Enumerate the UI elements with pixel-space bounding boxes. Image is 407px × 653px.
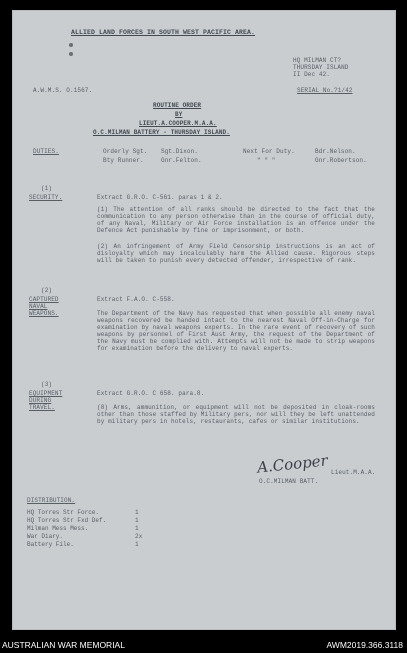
distribution-item xyxy=(27,517,106,524)
distribution-recipient: Milman Mess Mess. xyxy=(27,525,89,532)
duty-role: Orderly Sgt. xyxy=(103,148,148,155)
distribution-item xyxy=(27,533,63,540)
section-heading: CAPTURED xyxy=(29,296,59,303)
signature-office: O.C.MILMAN BATT. xyxy=(259,478,319,485)
section-heading: TRAVEL. xyxy=(29,404,55,411)
distribution-item xyxy=(27,509,99,516)
document-page xyxy=(12,10,396,630)
order-title: ROUTINE ORDER xyxy=(153,102,202,109)
distribution-recipient: HQ Torres Str Force. xyxy=(27,509,100,516)
distribution-recipient: War Diary. xyxy=(27,533,64,540)
section-heading: EQUIPMENT xyxy=(29,390,63,397)
order-by: BY xyxy=(175,111,183,118)
reference-number: A.W.M.S. O.1567. xyxy=(33,87,93,94)
distribution-count: 1 xyxy=(135,517,139,524)
punch-hole-mark xyxy=(69,52,73,56)
distribution-recipient: Battery File. xyxy=(27,541,74,548)
section-extract: Extract G.R.O. C-561. paras 1 & 2. xyxy=(97,194,223,201)
duty-person: Sgt.Dixon. xyxy=(161,148,199,155)
distribution-count: 1 xyxy=(135,525,139,532)
hq-location: THURSDAY ISLAND xyxy=(293,64,349,71)
archive-label: AUSTRALIAN WAR MEMORIAL xyxy=(2,640,125,650)
distribution-recipient: HQ Torres Str Fxd Def. xyxy=(27,517,107,524)
duties-label: DUTIES. xyxy=(33,148,59,155)
hq-location: HQ MILMAN CT? xyxy=(293,57,342,64)
hq-date: II Dec 42. xyxy=(293,71,331,78)
serial-number: SERIAL No.?1/42 xyxy=(297,87,353,94)
distribution-heading: DISTRIBUTION. xyxy=(27,497,76,504)
distribution-item xyxy=(27,541,74,548)
section-heading: NAVAL xyxy=(29,303,48,310)
section-number: (1) xyxy=(41,185,53,192)
punch-hole-mark xyxy=(69,43,73,47)
next-duty-person: Gnr.Robertson. xyxy=(315,157,367,164)
section-number: (3) xyxy=(41,381,53,388)
section-paragraph: (8) Arms, ammunition, or equipment will not be deposited in cloak-rooms other than those staffed by Military pers, nor will they be left unattended by military pers in hotels, restaurants, cafes or similar institutions. xyxy=(97,404,375,425)
duty-person: Gnr.Felton. xyxy=(161,157,202,164)
duty-role: Bty Runner. xyxy=(103,157,144,164)
distribution-count: 1 xyxy=(135,509,139,516)
signature-rank: Lieut.M.A.A. xyxy=(331,469,376,476)
force-heading: ALLIED LAND FORCES IN SOUTH WEST PACIFIC AREA. xyxy=(71,29,256,36)
next-duty-person: Bdr.Nelson. xyxy=(315,148,356,155)
section-extract: Extract F.A.O. C-558. xyxy=(97,296,175,303)
section-heading: WEAPONS. xyxy=(29,310,59,317)
signature: A.Cooper xyxy=(256,451,329,477)
distribution-item xyxy=(27,525,88,532)
ditto-marks: " " " xyxy=(257,157,276,164)
section-number: (2) xyxy=(41,287,53,294)
section-paragraph: (2) An infringement of Army Field Censorship instructions is an act of disloyalty which may incalculably harm the Allied cause. Rigorous steps will be taken to punish every detected offender, irrespective of rank. xyxy=(97,243,375,264)
section-paragraph: The Department of the Navy has requested that when possible all enemy naval weapons recovered be handed intact to the nearest Naval Off-in-Charge for examination by naval weapons experts. In the rare event of recovery of such weapons by personnel of First Aust Army, the request of the Department of the Navy must be complied with. Attempts will not be made to strip weapons for examination before the delivery to naval experts. xyxy=(97,310,375,352)
section-heading: SECURITY. xyxy=(29,194,63,201)
distribution-count: 2x xyxy=(135,533,143,540)
section-extract: Extract G.R.O. C 658. para.8. xyxy=(97,390,205,397)
order-officer: LIEUT.A.COOPER.M.A.A. xyxy=(139,120,217,127)
order-unit: O.C.MILMAN BATTERY - THURSDAY ISLAND. xyxy=(93,129,230,136)
archive-id: AWM2019.366.3118 xyxy=(326,640,403,650)
section-heading: DURING xyxy=(29,397,52,404)
distribution-count: 1 xyxy=(135,541,139,548)
section-paragraph: (1) The attention of all ranks should be directed to the fact that the communication to any person otherwise than in the course of official duty, of any Naval, Military or Air Force installation is an offence under the Defence Act punishable by fine or imprisonment, or both. xyxy=(97,206,375,234)
next-duty-label: Next For Duty. xyxy=(243,148,295,155)
